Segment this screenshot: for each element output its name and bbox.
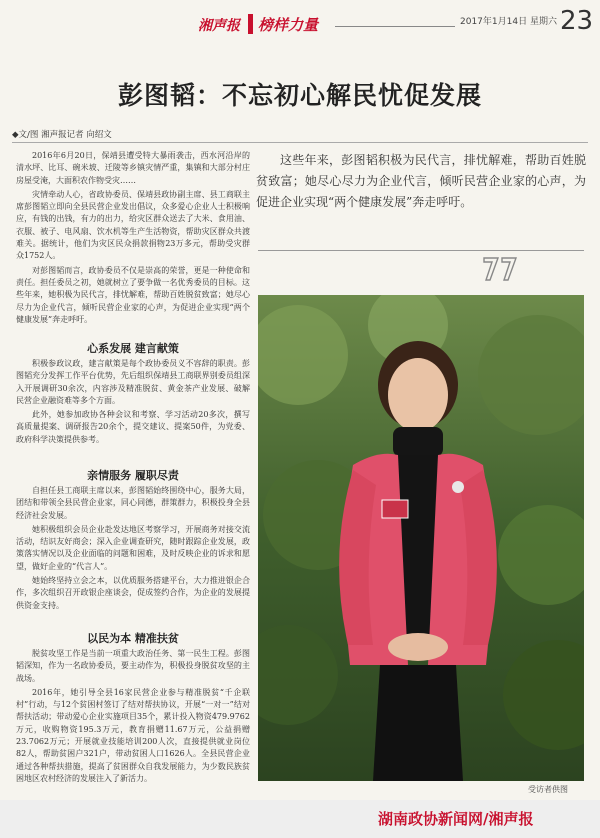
section-title: 榜样力量 [258, 16, 319, 34]
intro-text [16, 150, 250, 328]
pull-quote [256, 150, 586, 213]
paragraph: 对彭图韬而言，政协委员不仅是崇高的荣誉，更是一种使命和责任。担任委员之初，她就树立了要争做一名优秀委员的目标。这些年来，她积极为民代言，排忧解难，帮助百姓脱贫致富；她尽心尽力为企业代言，倾听民营企业家的心声，为促进企业实现“两个健康发展”奔走呼吁。 [16, 265, 250, 324]
paragraph: 脱贫攻坚工作是当前一项重大政治任务、第一民生工程。彭图韬深知，作为一名政协委员，要主动作为，积极投身脱贫攻坚的主战场。 [16, 649, 250, 683]
photo-credit: 受访者供图 [528, 785, 568, 794]
footer-watermark: 湖南政协新闻网/湘声报 [378, 810, 534, 828]
pull-quote-text: 这些年来，彭图韬积极为民代言，排忧解难，帮助百姓脱贫致富；她尽心尽力为企业代言，倾听民营企业家的心声，为促进企业实现“两个健康发展”奔走呼吁。 [256, 153, 586, 209]
page-header [0, 0, 600, 44]
subhead-3: 以民为本 精准扶贫 [87, 632, 179, 645]
section-1-text [16, 358, 250, 448]
quote-mark-icon [480, 256, 520, 282]
subhead-2: 亲情服务 履职尽责 [87, 469, 179, 482]
paragraph: 积极参政议政，建言献策是每个政协委员义不容辞的职责。彭图韬充分发挥工作平台优势，先后组织保靖县工商联界别委员组深入开展调研30余次，内容涉及精准脱贫、黄金茶产业发展、破解民营企业融资难等多个方面。 [16, 359, 250, 405]
portrait-illustration [258, 295, 584, 781]
subhead-1: 心系发展 建言献策 [87, 342, 179, 355]
paragraph: 此外，她参加政协各种会议和考察、学习活动20多次，撰写高质量提案、调研报告20余个，提交建议、提案50件，为党委、政府科学决策提供参考。 [16, 410, 250, 444]
headline: 彭图韬：不忘初心解民忧促发展 [117, 81, 482, 110]
brand-separator [248, 14, 253, 34]
paragraph: 她始终坚持立会之本，以优质服务搭建平台，大力推进银企合作，多次组织召开政银企座谈会，促成签约合作，为企业的发展提供资金支持。 [16, 576, 250, 610]
header-rule [335, 26, 455, 27]
paragraph: 自担任县工商联主席以来，彭图韬始终围绕中心，服务大局，团结和带领全县民营企业家，同心同德，群策群力，积极投身全县经济社会发展。 [16, 486, 250, 520]
issue-date: 2017年1月14日 星期六 [460, 17, 557, 27]
paragraph: 2016年6月20日，保靖县遭受特大暴雨袭击，西水河沿岸的清水坪、比耳、碗米坡、迁陵等乡镇灾情严重，集镇和大部分村庄房屋受淹，大面积农作物受灾…… [16, 151, 250, 185]
section-3-text [16, 648, 250, 787]
divider [12, 142, 588, 143]
paragraph: 她积极组织会员企业赴发达地区考察学习，开展商务对接交流活动，结识友好商会；深入企业调查研究，随时跟踪企业发展，政策落实情况以及企业面临的问题和困难，及时反映企业的诉求和愿望，做好企业的“代言人”。 [16, 524, 250, 571]
brand-logo: 湘声报 [198, 18, 240, 34]
section-2-text [16, 485, 250, 614]
portrait-photo [258, 295, 584, 781]
pull-quote-rule [258, 250, 584, 251]
page-number: 23 [560, 6, 594, 36]
paragraph: 2016年，她引导全县16家民营企业参与精准脱贫“千企联村”行动，与12个贫困村签订了结对帮扶协议，开展“一对一”结对帮扶活动；带动爱心企业实施项目35个，累计投入物资479.9762万元，收购物资195.3万元，教育捐赠11.67万元，公益捐赠23.7062万元；开展就业技能培训200人次，直接提供就业岗位82人，帮助贫困户321户，带动贫困人口1626人。全县民营企业通过各种帮扶措施，提高了贫困群众自我发展能力，为少数民族贫困地区农村经济的发展注入了新活力。 [16, 687, 250, 783]
byline: ◆文/图 湘声报记者 向绍文 [12, 130, 112, 140]
paragraph: 灾情牵动人心，省政协委员、保靖县政协副主席、县工商联主席彭图韬立即向全县民营企业发出倡议，众多爱心企业人士积极响应，有钱的出钱，有力的出力，给灾区群众送去了大米、食用油、衣服、被子、电风扇、饮水机等生产生活物资，帮助灾区群众共渡难关。据统计，他们为灾区民众捐款捐物23万多元，帮助受灾群众1752人。 [16, 189, 250, 261]
